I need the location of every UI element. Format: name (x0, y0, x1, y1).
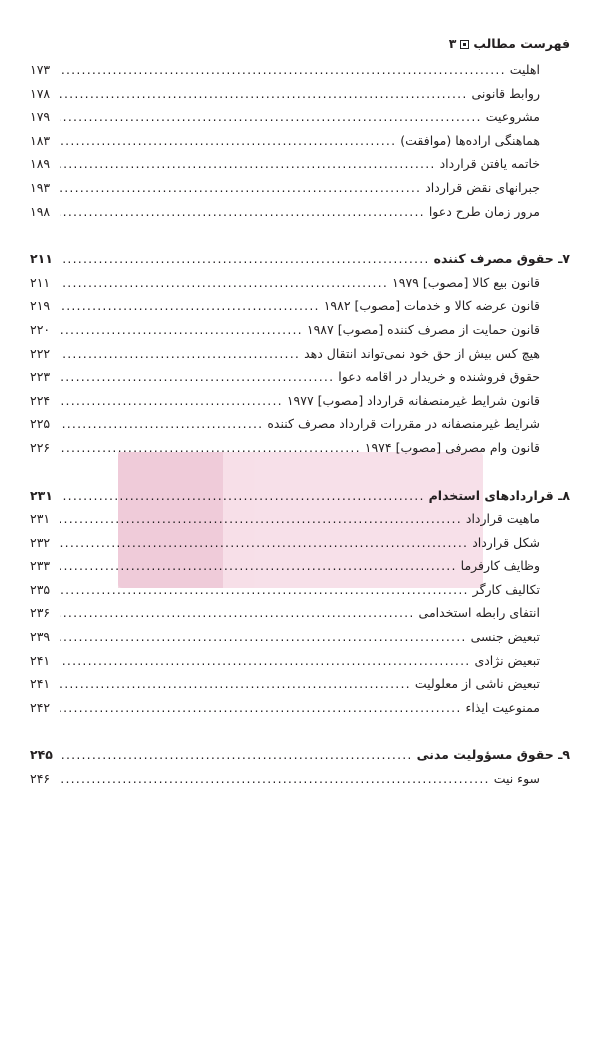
toc-entry[interactable] (30, 416, 570, 440)
toc-entry-page: ۲۱۱ (30, 274, 51, 290)
dot-leader (60, 322, 303, 337)
toc-entry-page: ۲۳۳ (30, 558, 51, 574)
toc-entry-title: قانون وام مصرفی [مصوب] ۱۹۷۴ (364, 439, 540, 455)
toc-entry-title: ۷ـ حقوق مصرف کننده (433, 251, 570, 267)
toc-entry[interactable] (30, 322, 570, 346)
toc-entry-title: حقوق فروشنده و خریدار در اقامه دعوا (338, 369, 540, 385)
toc-entry[interactable] (30, 298, 570, 322)
toc-entry-title: شرایط غیرمنصفانه در مقررات قرارداد مصرف کننده (267, 416, 540, 432)
dot-leader (60, 393, 283, 408)
running-header (449, 36, 570, 51)
dot-leader (60, 771, 490, 786)
toc-entry-page: ۲۴۱ (30, 676, 51, 692)
dot-leader (60, 109, 482, 124)
toc-entry[interactable] (30, 393, 570, 417)
toc-entry-page: ۱۹۳ (30, 179, 51, 195)
toc-entry-title: هماهنگی اراده‌ها (موافقت) (400, 132, 540, 148)
header-square-icon (460, 40, 469, 49)
dot-leader (60, 629, 467, 644)
toc-entry-page: ۲۳۱ (30, 511, 51, 527)
dot-leader (60, 86, 468, 101)
toc-chapter-entry[interactable] (30, 747, 570, 771)
toc-entry[interactable] (30, 86, 570, 110)
toc-entry-title: روابط قانونی (471, 85, 540, 101)
toc-entry-page: ۲۲۳ (30, 369, 51, 385)
toc-entry-title: مشروعیت (485, 109, 540, 125)
toc-entry-page: ۲۲۲ (30, 345, 51, 361)
toc-entry[interactable] (30, 582, 570, 606)
dot-leader (60, 488, 425, 503)
dot-leader (60, 275, 388, 290)
toc-entry[interactable] (30, 605, 570, 629)
toc-entry-title: شکل قرارداد (472, 534, 540, 550)
toc-entry-title: ۹ـ حقوق مسؤولیت مدنی (416, 747, 570, 763)
dot-leader (60, 251, 430, 266)
dot-leader (60, 511, 462, 526)
toc-entry-title: سوء نیت (493, 771, 540, 787)
toc-entry[interactable] (30, 535, 570, 559)
toc-entry-title: قانون حمایت از مصرف کننده [مصوب] ۱۹۸۷ (306, 321, 540, 337)
toc-entry-page: ۲۳۹ (30, 629, 51, 645)
toc-entry-title: جبرانهای نقض قرارداد (425, 179, 540, 195)
toc-entry-page: ۱۹۸ (30, 203, 51, 219)
dot-leader (60, 416, 263, 431)
dot-leader (60, 605, 415, 620)
toc-entry-page: ۱۷۳ (30, 62, 51, 77)
toc-entry[interactable] (30, 346, 570, 370)
toc-entry-page: ۲۴۵ (30, 747, 53, 763)
table-of-contents (30, 62, 570, 795)
toc-entry-title: تکالیف کارگر (472, 581, 540, 597)
toc-entry-page: ۲۱۱ (30, 251, 53, 267)
toc-entry[interactable] (30, 109, 570, 133)
section-gap (30, 464, 570, 488)
toc-entry[interactable] (30, 629, 570, 653)
toc-entry[interactable] (30, 676, 570, 700)
toc-entry-page: ۲۴۱ (30, 652, 51, 668)
toc-chapter-entry[interactable] (30, 488, 570, 512)
dot-leader (60, 204, 425, 219)
toc-entry-page: ۲۳۲ (30, 534, 51, 550)
toc-entry[interactable] (30, 558, 570, 582)
toc-chapter-entry[interactable] (30, 251, 570, 275)
toc-entry-page: ۱۸۹ (30, 156, 51, 172)
toc-entry-title: وظایف کارفرما (460, 558, 540, 574)
toc-entry-title: تبعیض نژادی (474, 652, 540, 668)
dot-leader (60, 582, 469, 597)
toc-entry-page: ۲۲۶ (30, 439, 51, 455)
toc-entry-page: ۱۷۸ (30, 85, 51, 101)
toc-entry-title: تبعیض ناشی از معلولیت (414, 676, 540, 692)
dot-leader (60, 676, 411, 691)
toc-entry-title: ممنوعیت ایذاء (465, 699, 540, 715)
dot-leader (60, 156, 436, 171)
toc-entry-page: ۲۴۶ (30, 771, 51, 787)
toc-entry-page: ۲۳۶ (30, 605, 51, 621)
section-gap (30, 227, 570, 251)
toc-entry[interactable] (30, 653, 570, 677)
toc-entry-title: خاتمه یافتن قرارداد (439, 156, 540, 172)
toc-entry[interactable] (30, 275, 570, 299)
toc-entry[interactable] (30, 204, 570, 228)
toc-entry-title: قانون عرضه کالا و خدمات [مصوب] ۱۹۸۲ (323, 298, 540, 314)
dot-leader (60, 558, 457, 573)
toc-entry-page: ۲۴۲ (30, 699, 51, 715)
dot-leader (60, 535, 468, 550)
toc-entry-page: ۱۷۹ (30, 109, 51, 125)
toc-entry-title: تبعیض جنسی (470, 629, 540, 645)
dot-leader (60, 133, 396, 148)
dot-leader (60, 369, 334, 384)
toc-entry-title: مرور زمان طرح دعوا (428, 203, 540, 219)
toc-entry-title: ۸ـ قراردادهای استخدام (428, 487, 570, 503)
dot-leader (60, 298, 320, 313)
toc-entry-title: قانون شرایط غیرمنصفانه قرارداد [مصوب] ۱۹۷۷ (286, 392, 540, 408)
toc-entry-page: ۲۳۱ (30, 487, 53, 503)
toc-entry-title: اهلیت (509, 62, 540, 77)
toc-entry[interactable] (30, 771, 570, 795)
dot-leader (60, 180, 421, 195)
toc-entry-page: ۲۲۰ (30, 321, 51, 337)
toc-entry-page: ۲۲۴ (30, 392, 51, 408)
toc-entry[interactable] (30, 511, 570, 535)
toc-entry[interactable] (30, 440, 570, 464)
toc-entry[interactable] (30, 369, 570, 393)
toc-entry-page: ۱۸۳ (30, 132, 51, 148)
section-gap (30, 723, 570, 747)
toc-entry[interactable] (30, 156, 570, 180)
toc-entry-page: ۲۳۵ (30, 581, 51, 597)
toc-entry-page: ۲۱۹ (30, 298, 51, 314)
dot-leader (60, 440, 361, 455)
toc-entry[interactable] (30, 62, 570, 86)
toc-entry[interactable] (30, 700, 570, 724)
dot-leader (60, 747, 413, 762)
header-title: فهرست مطالب (473, 36, 570, 51)
toc-entry-title: هیچ کس بیش از حق خود نمی‌تواند انتقال دهد (304, 345, 540, 361)
dot-leader (60, 700, 462, 715)
header-page-number: ۳ (448, 36, 457, 51)
dot-leader (60, 346, 300, 361)
toc-entry[interactable] (30, 133, 570, 157)
toc-entry-title: انتفای رابطه استخدامی (418, 605, 540, 621)
toc-entry[interactable] (30, 180, 570, 204)
toc-entry-title: قانون بیع کالا [مصوب] ۱۹۷۹ (392, 274, 540, 290)
dot-leader (60, 653, 470, 668)
toc-entry-page: ۲۲۵ (30, 416, 51, 432)
dot-leader (60, 62, 506, 77)
toc-entry-title: ماهیت قرارداد (465, 511, 540, 527)
